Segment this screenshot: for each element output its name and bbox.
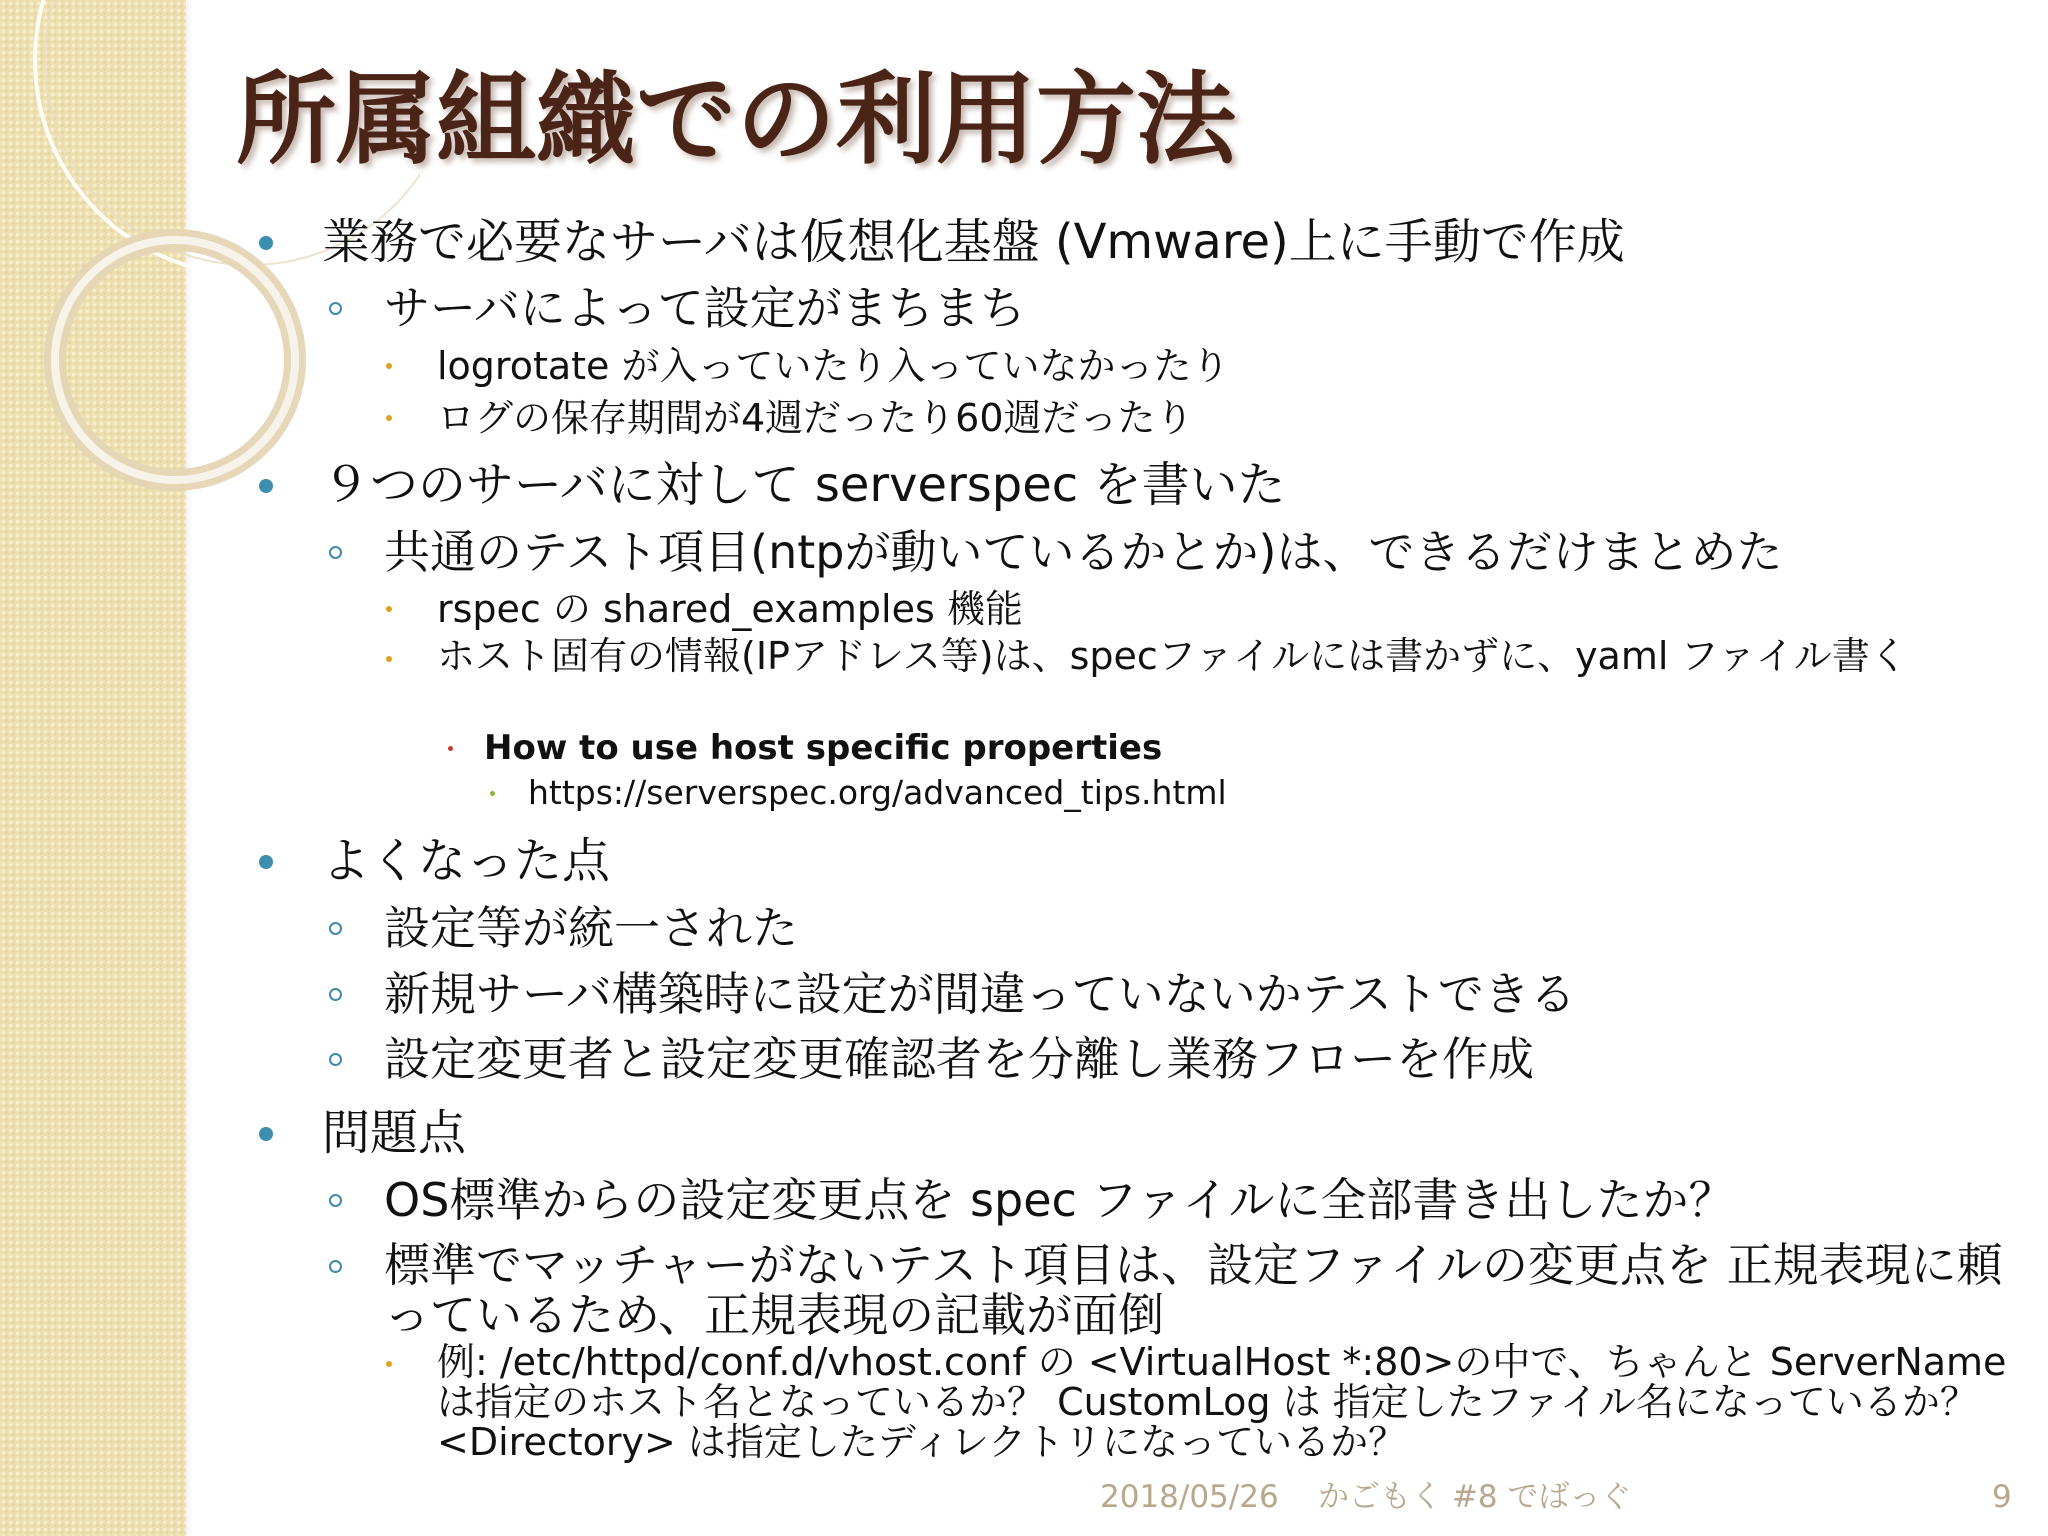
bullet-level3-icon: [386, 1361, 392, 1367]
bullet-level2-icon: [329, 988, 342, 1001]
list-item: OS標準からの設定変更点を spec ファイルに全部書き出したか？: [384, 1173, 1735, 1227]
bullet-level2-icon: [329, 546, 342, 559]
bullet-level1-icon: [259, 479, 273, 493]
list-item: 標準でマッチャーがないテスト項目は、設定ファイルの変更点を 正規表現に頼っているため、正規表現の記載が面倒: [384, 1238, 2003, 1342]
bullet-level1-icon: [259, 855, 273, 869]
bullet-level3-icon: [386, 415, 392, 421]
bullet-level3-icon: [386, 656, 392, 662]
bullet-level2-icon: [329, 922, 342, 935]
bullet-level5-icon: [490, 791, 495, 796]
bullet-level1-icon: [259, 236, 273, 250]
list-item: 新規サーバ構築時に設定が間違っていないかテストできる: [384, 967, 1576, 1021]
footer-event: かごもく #8 でばっぐ: [1318, 1479, 1632, 1515]
list-item: ログの保存期間が4週だったり60週だったり: [437, 396, 1194, 440]
list-item: 設定等が統一された: [384, 901, 798, 955]
bullet-level3-icon: [386, 363, 392, 369]
list-item: logrotate が入っていたり入っていなかったり: [437, 344, 1230, 388]
list-item: 設定変更者と設定変更確認者を分離し業務フローを作成: [384, 1032, 1534, 1086]
footer-page-number: 9: [1992, 1479, 2012, 1515]
bullet-level4-icon: [448, 746, 453, 751]
bullet-level3-icon: [386, 606, 392, 612]
bullet-level2-icon: [329, 1053, 342, 1066]
list-item: 例: /etc/httpd/conf.d/vhost.conf の <VirtualHost *:80>の中で、ちゃんと ServerName は指定のホスト名となっているか？ CustomLog は 指定したファイル名になっているか？ <Directory> は指定したディレクトリになっているか？: [437, 1340, 2007, 1464]
list-item: 問題点: [322, 1105, 467, 1161]
bullet-level2-icon: [329, 1260, 342, 1273]
list-item: 業務で必要なサーバは仮想化基盤 (Vmware)上に手動で作成: [322, 214, 1625, 270]
list-item: ホスト固有の情報(IPアドレス等)は、specファイルには書かずに、yaml ファイル書く: [437, 634, 1908, 678]
list-item: ９つのサーバに対して serverspec を書いた: [322, 457, 1286, 513]
list-item: よくなった点: [322, 833, 611, 889]
bullet-level1-icon: [259, 1127, 273, 1141]
list-item: https://serverspec.org/advanced_tips.html: [528, 773, 1227, 812]
list-item: サーバによって設定がまちまち: [384, 281, 1026, 335]
list-item: How to use host specific properties: [484, 728, 1163, 768]
bullet-level2-icon: [329, 302, 342, 315]
slide-title: 所属組織での利用方法: [236, 61, 1236, 178]
list-item: 共通のテスト項目(ntpが動いているかとか)は、できるだけまとめた: [384, 525, 1783, 579]
bullet-level2-icon: [329, 1194, 342, 1207]
footer-date: 2018/05/26: [1100, 1479, 1279, 1515]
list-item: rspec の shared_examples 機能: [437, 587, 1023, 631]
